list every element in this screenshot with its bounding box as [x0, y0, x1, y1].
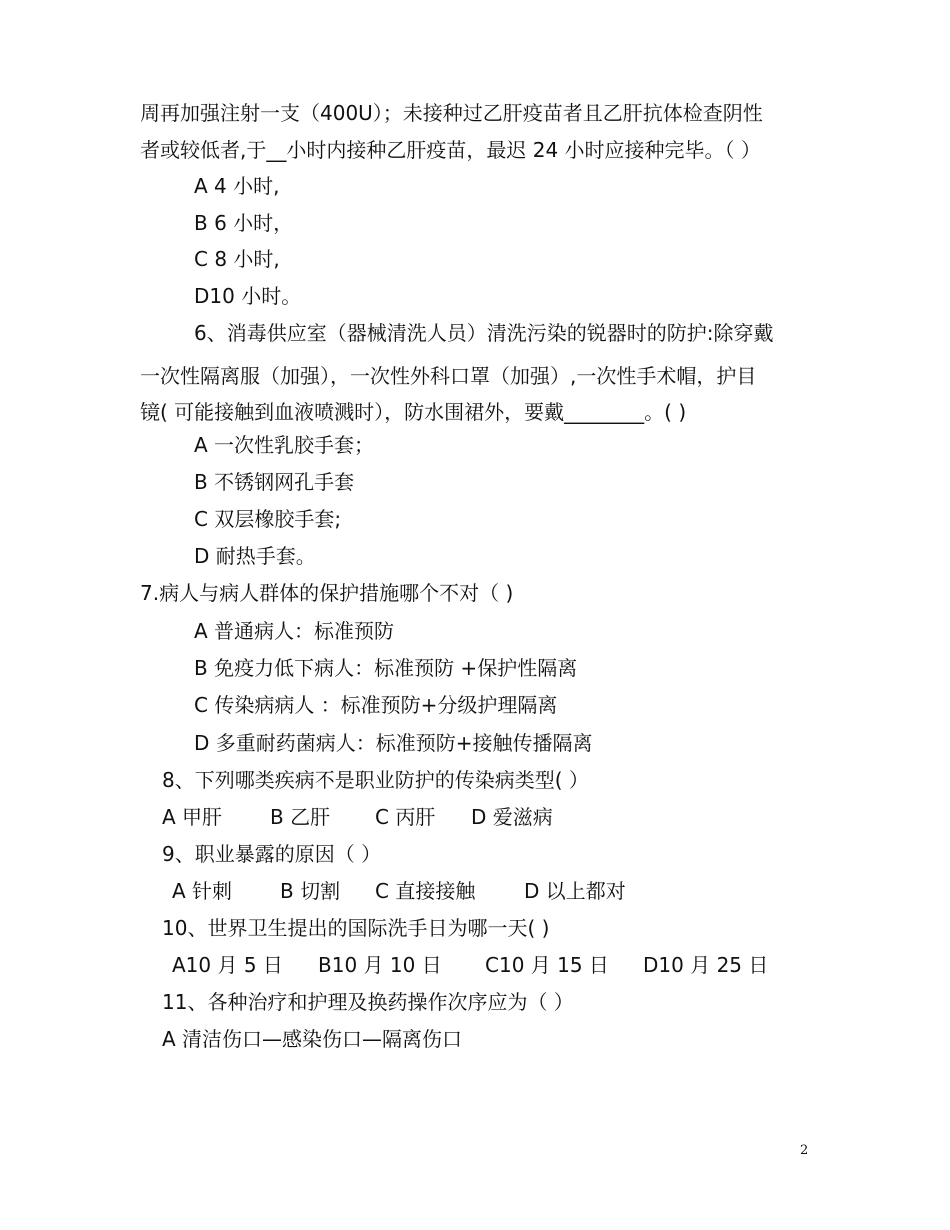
q5-text-line-1: 周再加强注射一支（400U）；未接种过乙肝疫苗者且乙肝抗体检查阴性 — [140, 101, 763, 125]
q8-text: 8、下列哪类疾病不是职业防护的传染病类型( ） — [162, 768, 589, 792]
q10-option-a: A10 月 5 日 — [172, 953, 283, 977]
q7-option-d: D 多重耐药菌病人：标准预防+接触传播隔离 — [194, 731, 593, 755]
q10-option-d: D10 月 25 日 — [643, 953, 769, 977]
q8-option-a: A 甲肝 — [162, 805, 223, 829]
q5-text-line-2: 者或较低者,于__小时内接种乙肝疫苗，最迟 24 小时应接种完毕。（ ） — [140, 138, 761, 162]
q6-option-a: A 一次性乳胶手套； — [194, 433, 375, 457]
q7-option-c: C 传染病病人 ：标准预防+分级护理隔离 — [194, 693, 558, 717]
q9-options-row — [172, 877, 626, 905]
q9-option-b: B 切割 — [280, 879, 341, 903]
q6-text-line-3: 镜( 可能接触到血液喷溅时），防水围裙外，要戴________。( ) — [140, 400, 687, 424]
q6-text-line-1: 6、消毒供应室（器械清洗人员）清洗污染的锐器时的防护:除穿戴 — [194, 321, 774, 345]
q8-options-row — [162, 803, 553, 831]
q6-option-c: C 双层橡胶手套; — [194, 507, 342, 531]
q6-text-line-2: 一次性隔离服（加强），一次性外科口罩（加强）,一次性手术帽，护目 — [140, 364, 757, 388]
q5-option-b: B 6 小时， — [194, 211, 294, 235]
q7-option-b: B 免疫力低下病人：标准预防 +保护性隔离 — [194, 656, 578, 680]
q6-option-b: B 不锈钢网孔手套 — [194, 470, 355, 494]
q9-option-d: D 以上都对 — [524, 879, 626, 903]
q10-option-c: C10 月 15 日 — [485, 953, 609, 977]
q10-text: 10、世界卫生提出的国际洗手日为哪一天( ) — [162, 916, 550, 940]
q5-option-c: C 8 小时, — [194, 247, 280, 271]
q8-option-b: B 乙肝 — [270, 805, 331, 829]
q6-option-d: D 耐热手套。 — [194, 544, 316, 568]
q8-option-c: C 丙肝 — [375, 805, 436, 829]
q9-option-c: C 直接接触 — [375, 879, 476, 903]
q7-text: 7.病人与病人群体的保护措施哪个不对（ ) — [140, 581, 514, 605]
q9-option-a: A 针刺 — [172, 879, 233, 903]
q11-text: 11、各种治疗和护理及换药操作次序应为（ ） — [162, 990, 574, 1014]
q5-option-a: A 4 小时, — [194, 174, 280, 198]
q10-options-row — [172, 951, 768, 979]
q5-option-d: D10 小时。 — [194, 284, 302, 308]
q11-option-a: A 清洁伤口—感染伤口—隔离伤口 — [162, 1027, 463, 1051]
q10-option-b: B10 月 10 日 — [318, 953, 442, 977]
q9-text: 9、职业暴露的原因（ ） — [162, 842, 382, 866]
q8-option-d: D 爱滋病 — [471, 805, 553, 829]
page-number: 2 — [800, 1143, 809, 1158]
q7-option-a: A 普通病人：标准预防 — [194, 619, 395, 643]
